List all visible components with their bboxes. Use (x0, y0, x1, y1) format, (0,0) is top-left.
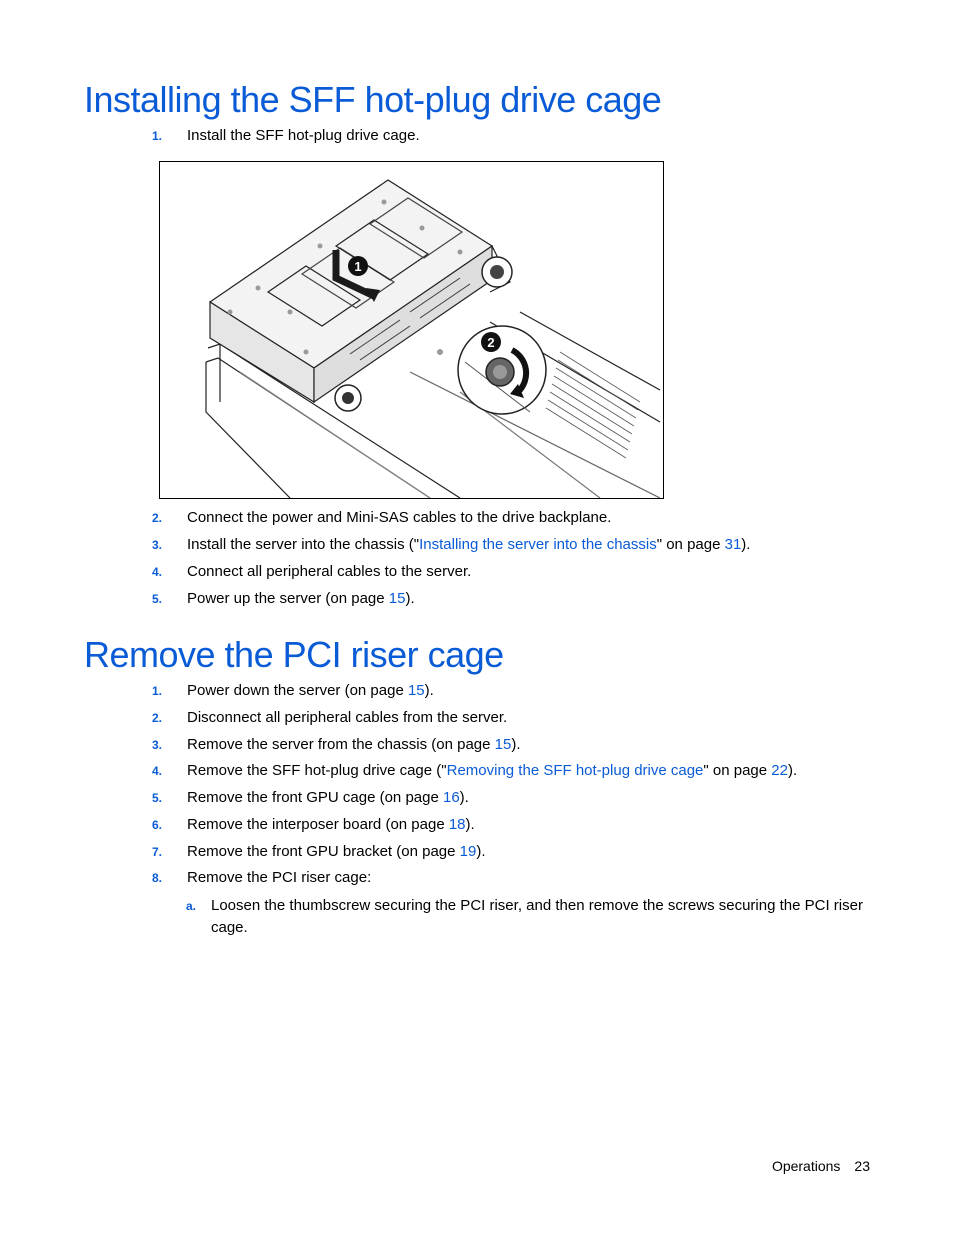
step-text-start: Install the server into the chassis (" (187, 536, 420, 553)
step-text-mid: " on page (656, 536, 725, 553)
page-number: 23 (854, 1158, 870, 1174)
step-text (187, 535, 750, 555)
step-number: 8. (152, 871, 163, 885)
step-number: 2. (152, 511, 163, 525)
step-text (187, 735, 521, 755)
footer-section: Operations (771, 1158, 841, 1174)
step-number: 7. (152, 845, 163, 859)
sub-list-item (186, 895, 876, 939)
step-text-start: Remove the front GPU bracket (on page (187, 843, 460, 860)
step-text: Remove the PCI riser cage: (187, 869, 372, 886)
removing-drive-cage-link[interactable]: Removing the SFF hot-plug drive cage (446, 762, 704, 779)
page-link[interactable]: 22 (771, 762, 788, 779)
step-number: 5. (152, 791, 163, 805)
substep-text: Loosen the thumbscrew securing the PCI riser, and then remove the screws securing the PCI riser cage. (211, 897, 863, 936)
page-link[interactable]: 15 (494, 736, 512, 753)
step-text-end: ). (741, 536, 751, 553)
step-number: 6. (152, 818, 163, 832)
callout-2: 2 (487, 335, 495, 350)
step-number: 3. (152, 538, 163, 552)
step-text-end: ). (405, 590, 415, 607)
step-text-start: Remove the interposer board (on page (187, 816, 449, 833)
substep-letter: a. (186, 899, 197, 913)
step-text (187, 815, 475, 835)
page-link[interactable]: 31 (724, 536, 742, 553)
page-link[interactable]: 18 (448, 816, 466, 833)
section-title-remove-riser: Remove the PCI riser cage (84, 634, 504, 675)
page-link[interactable]: 15 (388, 590, 406, 607)
step-number: 4. (152, 565, 163, 579)
step-number: 4. (152, 764, 163, 778)
step-text-end: ). (787, 762, 798, 779)
step-number: 1. (152, 129, 163, 143)
step-text (187, 761, 797, 781)
step-text (187, 589, 415, 609)
step-text-start: Remove the front GPU cage (on page (187, 789, 443, 806)
step-text-start: Power up the server (on page (187, 590, 389, 607)
installing-server-link[interactable]: Installing the server into the chassis (419, 536, 657, 553)
step-text-end: ). (424, 682, 434, 699)
step-number: 2. (152, 711, 163, 725)
step-text-start: Remove the server from the chassis (on page (187, 736, 495, 753)
step-text (187, 681, 434, 701)
page-link[interactable]: 16 (442, 789, 460, 806)
step-number: 5. (152, 592, 163, 606)
step-text-mid: " on page (703, 762, 772, 779)
drive-cage-illustration (159, 161, 664, 499)
step-text: Connect all peripheral cables to the server. (187, 563, 472, 580)
page-link[interactable]: 15 (407, 682, 425, 699)
step-text-end: ). (459, 789, 469, 806)
step-text-start: Remove the SFF hot-plug drive cage (" (187, 762, 447, 779)
step-text-end: ). (476, 843, 486, 860)
page-link[interactable]: 19 (459, 843, 477, 860)
step-text-start: Power down the server (on page (187, 682, 408, 699)
step-text-end: ). (511, 736, 521, 753)
step-text: Disconnect all peripheral cables from the server. (187, 709, 508, 726)
page-footer (700, 1158, 870, 1174)
step-text: Connect the power and Mini-SAS cables to the drive backplane. (187, 509, 612, 526)
callout-1: 1 (354, 259, 362, 274)
step-text-end: ). (465, 816, 475, 833)
step-text (187, 788, 469, 808)
step-number: 3. (152, 738, 163, 752)
section-title-install-cage: Installing the SFF hot-plug drive cage (84, 79, 662, 120)
step-text: Install the SFF hot-plug drive cage. (187, 127, 420, 144)
step-number: 1. (152, 684, 163, 698)
step-text (187, 842, 486, 862)
